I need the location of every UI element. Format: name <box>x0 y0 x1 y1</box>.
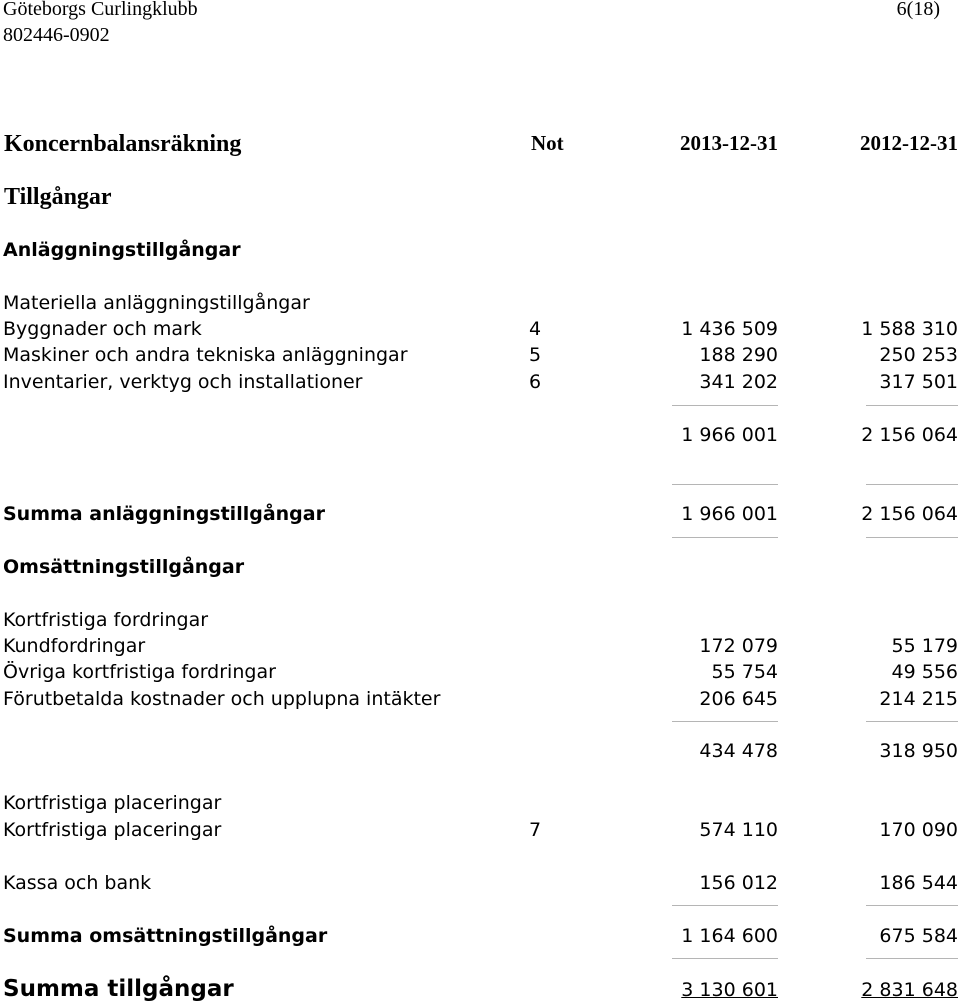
sum-line <box>866 958 958 959</box>
page-title: Koncernbalansräkning <box>4 131 242 157</box>
sum-line <box>672 537 778 538</box>
sum-line <box>866 484 958 485</box>
row-label: Maskiner och andra tekniska anläggningar <box>3 344 408 366</box>
row-label: Kassa och bank <box>3 872 152 894</box>
grand-total-2012: 2 831 648 <box>861 979 958 1001</box>
row-note: 7 <box>529 819 542 841</box>
organization-name: Göteborgs Curlingklubb <box>3 0 198 20</box>
section-assets-heading: Tillgångar <box>4 184 112 210</box>
sum-line <box>866 405 958 406</box>
sum-line <box>672 905 778 906</box>
row-value-2012: 250 253 <box>879 344 958 366</box>
column-header-2013: 2013-12-31 <box>680 131 778 155</box>
sum-line <box>866 905 958 906</box>
row-label: Kortfristiga placeringar <box>3 819 222 841</box>
row-value-2013: 1 436 509 <box>681 318 778 340</box>
tangible-assets-heading: Materiella anläggningstillgångar <box>3 292 310 314</box>
fixed-assets-total-2012: 2 156 064 <box>861 503 958 525</box>
row-value-2013: 156 012 <box>699 872 778 894</box>
row-note: 4 <box>529 318 542 340</box>
receivables-heading: Kortfristiga fordringar <box>3 609 209 631</box>
sum-line <box>866 537 958 538</box>
subtotal-value-2012: 2 156 064 <box>861 424 958 446</box>
column-header-note: Not <box>531 131 564 155</box>
grand-total-2013: 3 130 601 <box>681 979 778 1001</box>
row-value-2012: 214 215 <box>879 688 958 710</box>
sum-line <box>866 721 958 722</box>
current-assets-total-label: Summa omsättningstillgångar <box>3 925 328 947</box>
row-value-2013: 188 290 <box>699 344 778 366</box>
row-value-2012: 1 588 310 <box>861 318 958 340</box>
row-label: Kundfordringar <box>3 635 146 657</box>
investments-heading: Kortfristiga placeringar <box>3 792 222 814</box>
row-value-2012: 55 179 <box>891 635 958 657</box>
row-value-2013: 172 079 <box>699 635 778 657</box>
row-value-2013: 206 645 <box>699 688 778 710</box>
row-value-2012: 317 501 <box>879 371 958 393</box>
row-value-2012: 170 090 <box>879 819 958 841</box>
sum-line <box>672 721 778 722</box>
grand-total-label: Summa tillgångar <box>3 976 234 1002</box>
row-value-2013: 341 202 <box>699 371 778 393</box>
column-header-2012: 2012-12-31 <box>860 131 958 155</box>
row-note: 5 <box>529 344 542 366</box>
sum-line <box>672 958 778 959</box>
organization-number: 802446-0902 <box>3 24 110 46</box>
subtotal-value-2013: 1 966 001 <box>681 424 778 446</box>
receivables-subtotal-2013: 434 478 <box>699 740 778 762</box>
current-assets-heading: Omsättningstillgångar <box>3 556 245 578</box>
row-label: Inventarier, verktyg och installationer <box>3 371 363 393</box>
sum-line <box>672 405 778 406</box>
current-assets-total-2012: 675 584 <box>879 925 958 947</box>
row-note: 6 <box>529 371 542 393</box>
fixed-assets-total-label: Summa anläggningstillgångar <box>3 503 325 525</box>
row-value-2012: 186 544 <box>879 872 958 894</box>
row-value-2012: 49 556 <box>891 661 958 683</box>
row-value-2013: 55 754 <box>711 661 778 683</box>
receivables-subtotal-2012: 318 950 <box>879 740 958 762</box>
page-number: 6(18) <box>896 0 940 20</box>
row-label: Förutbetalda kostnader och upplupna intäkter <box>3 688 441 710</box>
row-label: Övriga kortfristiga fordringar <box>3 661 276 683</box>
row-value-2013: 574 110 <box>699 819 778 841</box>
row-label: Byggnader och mark <box>3 318 202 340</box>
current-assets-total-2013: 1 164 600 <box>681 925 778 947</box>
sum-line <box>672 484 778 485</box>
fixed-assets-total-2013: 1 966 001 <box>681 503 778 525</box>
fixed-assets-heading: Anläggningstillgångar <box>3 239 241 261</box>
